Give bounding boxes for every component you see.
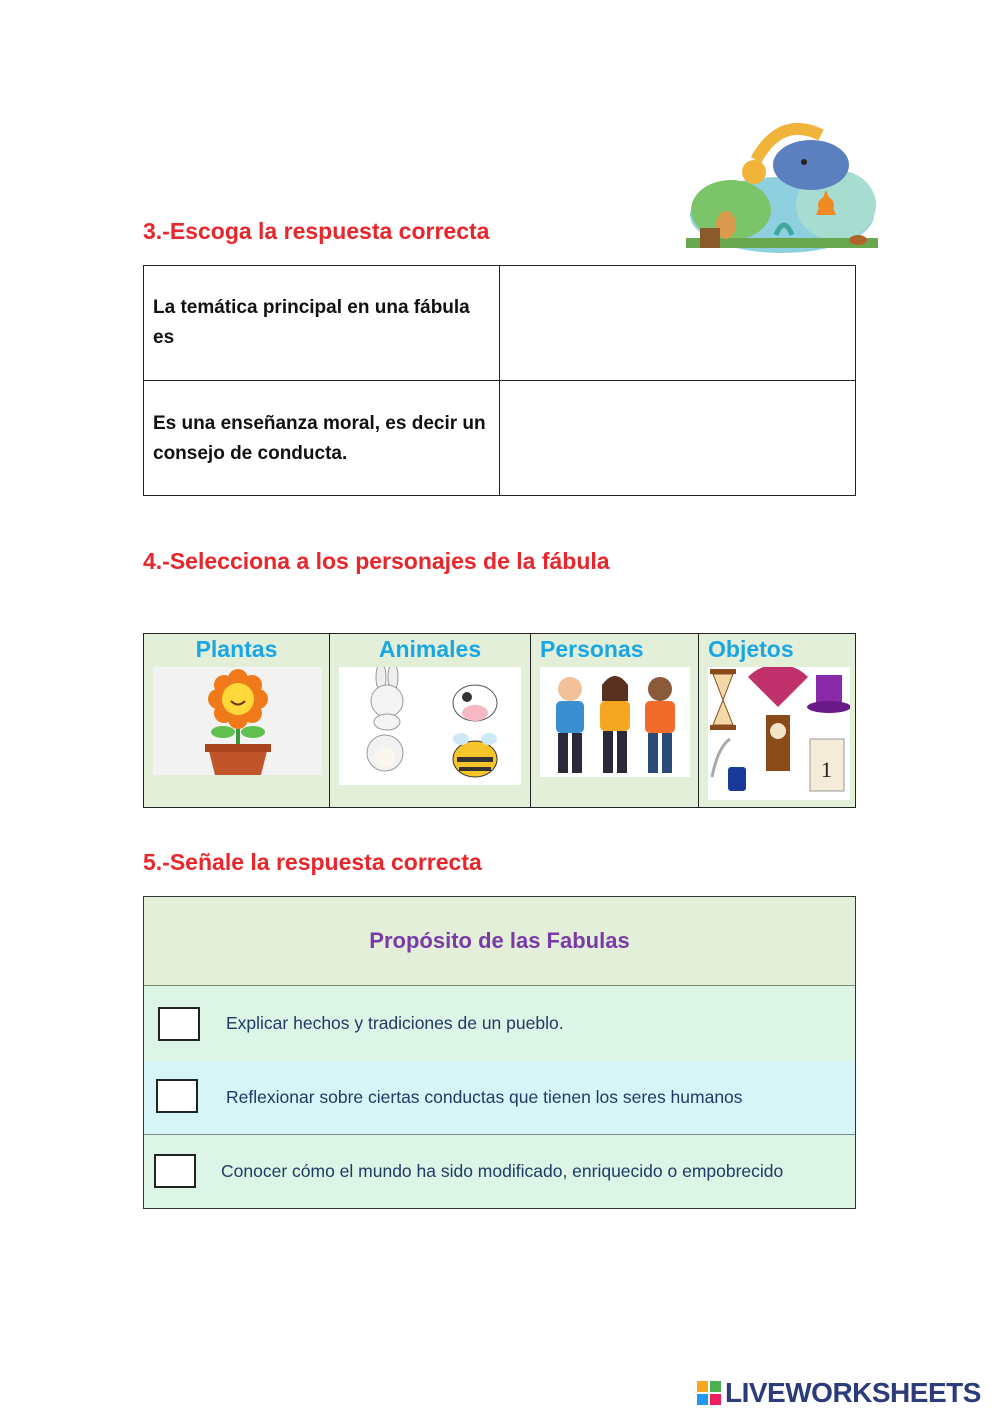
option-row xyxy=(144,1135,855,1208)
table-row xyxy=(144,381,855,496)
option-row xyxy=(144,1061,855,1135)
category-label: Personas xyxy=(540,636,644,662)
option-row xyxy=(144,986,855,1061)
liveworksheets-logo xyxy=(697,1378,997,1408)
question-text: La temática principal en una fábula es xyxy=(144,266,500,380)
section-3-heading: 3.-Escoga la respuesta correcta xyxy=(143,218,490,244)
category-animales[interactable] xyxy=(330,634,531,807)
objects-icon xyxy=(708,667,850,800)
option-checkbox[interactable] xyxy=(158,1007,200,1041)
liveworksheets-logo-icon xyxy=(697,1381,721,1405)
category-objetos[interactable] xyxy=(699,634,857,807)
category-plantas[interactable] xyxy=(144,634,330,807)
logo-text: LIVEWORKSHEETS xyxy=(725,1377,981,1408)
option-text: Reflexionar sobre ciertas conductas que tienen los seres humanos xyxy=(226,1087,743,1107)
section-5-heading: 5.-Señale la respuesta correcta xyxy=(143,849,482,875)
category-label: Animales xyxy=(378,636,482,662)
svg-text:1: 1 xyxy=(821,757,832,782)
answer-table xyxy=(143,265,856,496)
option-text: Explicar hechos y tradiciones de un pueblo. xyxy=(226,1013,564,1033)
fable-animals-illustration xyxy=(686,120,878,255)
character-categories xyxy=(143,633,856,808)
option-text: Conocer cómo el mundo ha sido modificado, enriquecido o empobrecido xyxy=(221,1161,784,1181)
table-title: Propósito de las Fabulas xyxy=(144,897,855,986)
animals-icon xyxy=(339,667,521,785)
option-checkbox[interactable] xyxy=(154,1154,196,1188)
answer-drop-cell[interactable] xyxy=(500,381,855,496)
category-personas[interactable] xyxy=(531,634,699,807)
answer-drop-cell[interactable] xyxy=(500,266,855,380)
category-label: Plantas xyxy=(195,636,278,662)
option-checkbox[interactable] xyxy=(156,1079,198,1113)
category-label: Objetos xyxy=(708,636,794,662)
table-row xyxy=(144,266,855,381)
question-text: Es una enseñanza moral, es decir un consejo de conducta. xyxy=(144,381,500,496)
people-icon xyxy=(540,667,690,777)
flower-pot-icon xyxy=(153,667,322,775)
section-4-heading: 4.-Selecciona a los personajes de la fábula xyxy=(143,548,610,574)
purpose-table xyxy=(143,896,856,1209)
